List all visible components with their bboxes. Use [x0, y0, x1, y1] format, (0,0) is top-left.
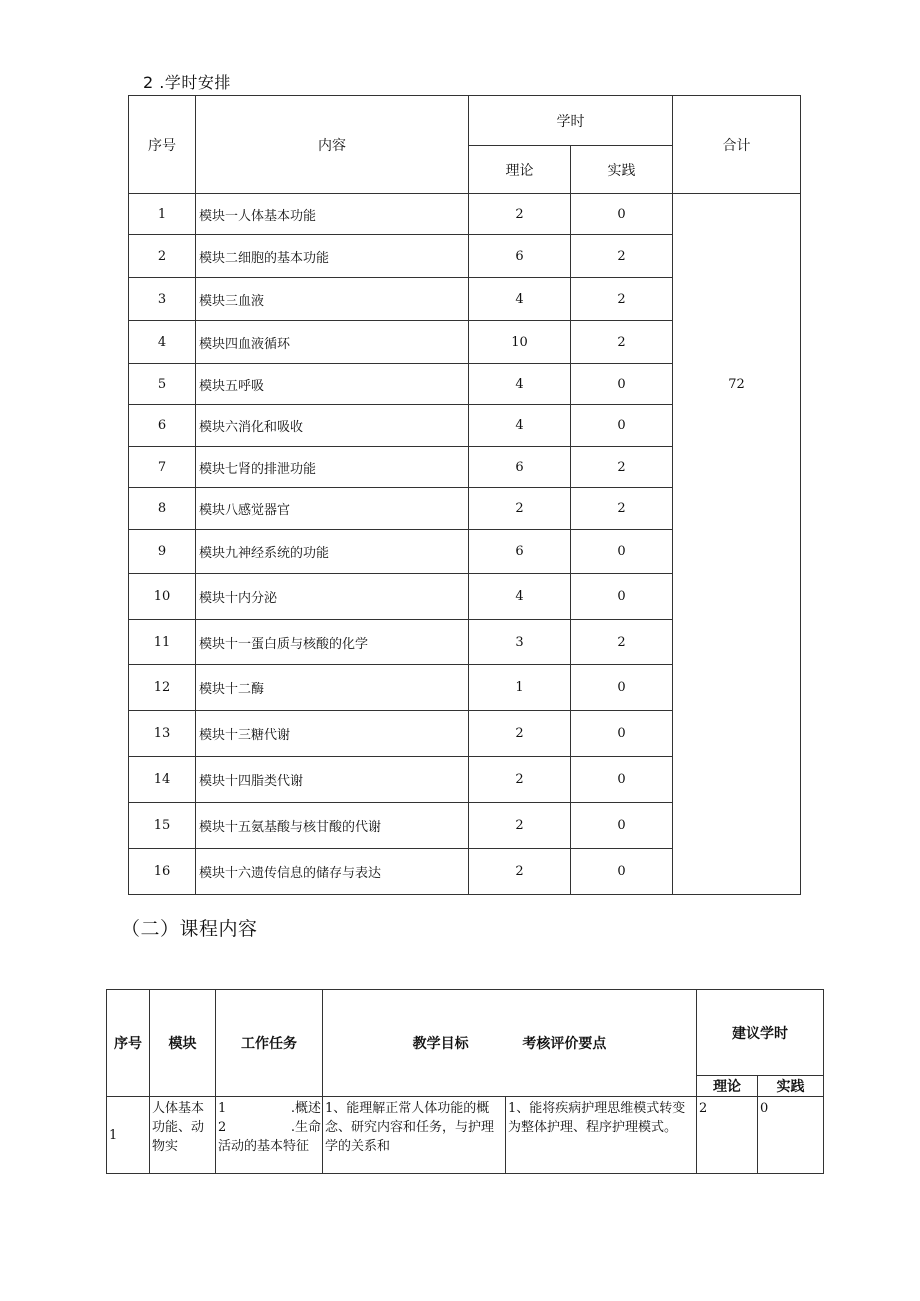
row-seq: 14 [129, 757, 196, 803]
row-practice-hours: 0 [571, 405, 673, 447]
row-seq: 3 [129, 278, 196, 321]
row-module-name: 模块十二酶 [196, 665, 469, 711]
header-goal-eval [323, 990, 697, 1097]
task-num-1: 1 [218, 1101, 227, 1116]
row-eval: 1、能将疾病护理思维模式转变为整体护理、程序护理模式。 [506, 1097, 697, 1174]
row-module: 人体基本功能、动物实 [150, 1097, 216, 1174]
row-practice-hours: 0 [571, 530, 673, 574]
row-theory-hours: 10 [469, 321, 571, 364]
row-practice-hours: 0 [571, 711, 673, 757]
header-content: 内容 [196, 96, 469, 194]
row-practice-hours: 0 [571, 849, 673, 895]
row-seq: 8 [129, 488, 196, 530]
task-text-1: .概述 [290, 1101, 321, 1116]
row-practice-hours: 2 [571, 235, 673, 278]
row-seq: 5 [129, 364, 196, 405]
row-practice-hours: 0 [571, 364, 673, 405]
row-theory-hours: 2 [469, 757, 571, 803]
row-module-name: 模块二细胞的基本功能 [196, 235, 469, 278]
header-practice: 实践 [571, 146, 673, 194]
row-seq: 16 [129, 849, 196, 895]
row-seq: 7 [129, 447, 196, 488]
row-practice-hours: 0 [571, 665, 673, 711]
row-theory-hours: 6 [469, 530, 571, 574]
row-seq: 4 [129, 321, 196, 364]
row-theory-hours: 4 [469, 574, 571, 620]
row-seq: 2 [129, 235, 196, 278]
row-theory-hours: 2 [469, 488, 571, 530]
row-practice-hours: 2 [571, 321, 673, 364]
row-practice-hours: 0 [571, 574, 673, 620]
header-practice: 实践 [758, 1076, 824, 1097]
row-theory-hours: 3 [469, 620, 571, 665]
task-num-2: 2 [218, 1120, 227, 1135]
row-practice: 0 [758, 1097, 824, 1174]
row-seq: 9 [129, 530, 196, 574]
header-theory: 理论 [697, 1076, 758, 1097]
row-module-name: 模块九神经系统的功能 [196, 530, 469, 574]
row-module-name: 模块十内分泌 [196, 574, 469, 620]
section-heading-course-content: （二）课程内容 [121, 918, 258, 940]
row-practice-hours: 0 [571, 757, 673, 803]
row-module-name: 模块六消化和吸收 [196, 405, 469, 447]
row-theory: 2 [697, 1097, 758, 1174]
row-module-name: 模块十四脂类代谢 [196, 757, 469, 803]
row-theory-hours: 2 [469, 849, 571, 895]
table-row [129, 194, 801, 235]
row-seq: 13 [129, 711, 196, 757]
header-goal: 教学目标 [412, 1036, 469, 1052]
section-heading-hours: 2 .学时安排 [143, 73, 231, 92]
row-module-name: 模块十六遗传信息的储存与表达 [196, 849, 469, 895]
header-seq: 序号 [129, 96, 196, 194]
row-practice-hours: 0 [571, 194, 673, 235]
header-task: 工作任务 [216, 990, 323, 1097]
row-module-name: 模块十一蛋白质与核酸的化学 [196, 620, 469, 665]
row-seq: 12 [129, 665, 196, 711]
row-seq: 1 [129, 194, 196, 235]
hours-table [128, 95, 801, 895]
row-practice-hours: 2 [571, 488, 673, 530]
row-practice-hours: 2 [571, 278, 673, 321]
row-task [216, 1097, 323, 1174]
row-seq: 15 [129, 803, 196, 849]
row-practice-hours: 2 [571, 620, 673, 665]
row-theory-hours: 6 [469, 447, 571, 488]
header-suggested-hours: 建议学时 [697, 990, 824, 1076]
row-seq: 1 [107, 1097, 150, 1174]
header-eval: 考核评价要点 [522, 1036, 607, 1052]
header-hours: 学时 [469, 96, 673, 146]
row-theory-hours: 2 [469, 803, 571, 849]
row-practice-hours: 0 [571, 803, 673, 849]
row-theory-hours: 2 [469, 711, 571, 757]
row-seq: 10 [129, 574, 196, 620]
total-hours: 72 [673, 194, 801, 895]
row-theory-hours: 4 [469, 405, 571, 447]
row-module-name: 模块十三糖代谢 [196, 711, 469, 757]
row-seq: 11 [129, 620, 196, 665]
row-module-name: 模块三血液 [196, 278, 469, 321]
header-module: 模块 [150, 990, 216, 1097]
row-practice-hours: 2 [571, 447, 673, 488]
row-goal: 1、能理解正常人体功能的概念、研究内容和任务，与护理学的关系和 [323, 1097, 506, 1174]
row-module-name: 模块五呼吸 [196, 364, 469, 405]
row-theory-hours: 6 [469, 235, 571, 278]
row-seq: 6 [129, 405, 196, 447]
row-module-name: 模块十五氨基酸与核甘酸的代谢 [196, 803, 469, 849]
row-module-name: 模块八感觉器官 [196, 488, 469, 530]
header-total: 合计 [673, 96, 801, 194]
row-module-name: 模块一人体基本功能 [196, 194, 469, 235]
task-text-3: 活动的基本特征 [218, 1139, 310, 1154]
row-theory-hours: 2 [469, 194, 571, 235]
header-theory: 理论 [469, 146, 571, 194]
row-module-name: 模块七肾的排泄功能 [196, 447, 469, 488]
row-theory-hours: 4 [469, 278, 571, 321]
row-theory-hours: 4 [469, 364, 571, 405]
header-seq: 序号 [107, 990, 150, 1097]
row-module-name: 模块四血液循环 [196, 321, 469, 364]
course-content-table [106, 989, 824, 1174]
task-text-2: .生命 [290, 1120, 321, 1135]
row-theory-hours: 1 [469, 665, 571, 711]
